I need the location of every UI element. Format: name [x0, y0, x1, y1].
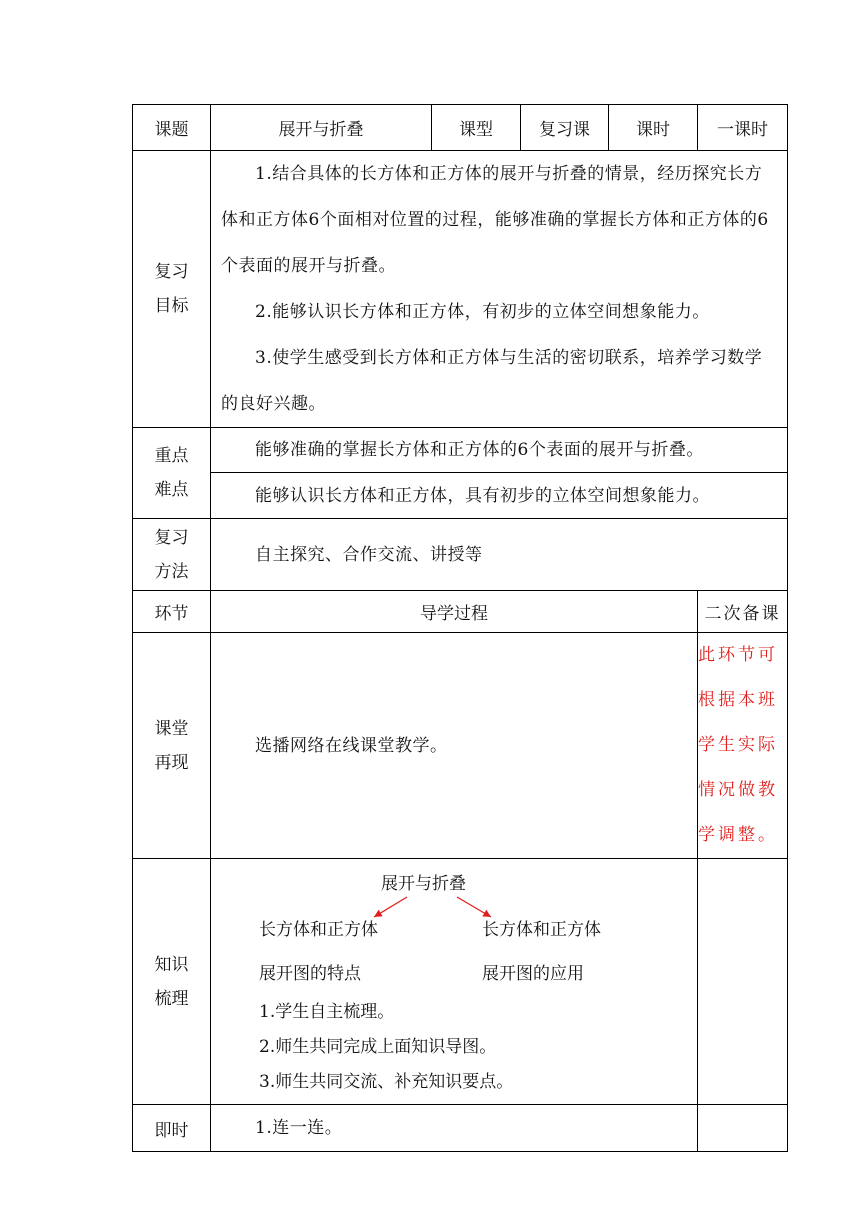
stage-column-header: 环节 — [133, 591, 211, 633]
hours-label: 课时 — [609, 105, 698, 151]
notes-column-header: 二次备课 — [698, 591, 788, 633]
knowledge-step-1: 1.学生自主梳理。 — [259, 1002, 395, 1022]
type-label: 课型 — [432, 105, 521, 151]
mind-map-right-line2: 展开图的应用 — [482, 964, 584, 984]
practice-label: 即时 — [133, 1105, 211, 1152]
goal-item-3: 3.使学生感受到长方体和正方体与生活的密切联系，培养学习数学的良好兴趣。 — [221, 348, 763, 414]
knowledge-step-2: 2.师生共同完成上面知识导图。 — [259, 1037, 497, 1057]
mind-map — [211, 859, 697, 984]
mind-map-root: 展开与折叠 — [381, 874, 466, 894]
knowledge-label: 知识 梳理 — [133, 859, 211, 1105]
topic-label: 课题 — [133, 105, 211, 151]
lesson-plan-table — [132, 104, 788, 1152]
keypoint-row — [133, 428, 788, 473]
knowledge-step-3: 3.师生共同交流、补充知识要点。 — [259, 1072, 514, 1092]
type-value: 复习课 — [521, 105, 609, 151]
goals-content — [211, 151, 788, 428]
review-row — [133, 633, 788, 859]
review-process: 选播网络在线课堂教学。 — [211, 633, 698, 859]
mind-map-arrows — [211, 859, 663, 965]
topic-value: 展开与折叠 — [211, 105, 432, 151]
mind-map-left-line2: 展开图的特点 — [259, 964, 361, 984]
process-column-header: 导学过程 — [211, 591, 698, 633]
practice-content: 1.连一连。 — [211, 1105, 698, 1152]
review-label: 课堂 再现 — [133, 633, 211, 859]
mind-map-left-line1: 长方体和正方体 — [259, 920, 378, 940]
goals-label: 复习 目标 — [133, 151, 211, 428]
method-label: 复习 方法 — [133, 519, 211, 591]
practice-row — [133, 1105, 788, 1152]
keypoint-value: 能够准确的掌握长方体和正方体的6个表面的展开与折叠。 — [211, 428, 788, 473]
goal-item-1: 1.结合具体的长方体和正方体的展开与折叠的情景，经历探究长方体和正方体6个面相对位置的过程，能够准确的掌握长方体和正方体的6个表面的展开与折叠。 — [221, 164, 769, 276]
difficulty-value: 能够认识长方体和正方体，具有初步的立体空间想象能力。 — [211, 473, 788, 519]
hours-value: 一课时 — [698, 105, 788, 151]
header-row — [133, 105, 788, 151]
column-header-row — [133, 591, 788, 633]
knowledge-steps — [259, 995, 697, 1100]
mind-map-right-line1: 长方体和正方体 — [482, 920, 601, 940]
knowledge-note — [698, 859, 788, 1105]
right-branch-arrow — [457, 897, 491, 917]
left-branch-arrow — [374, 897, 407, 917]
difficulty-row — [133, 473, 788, 519]
review-note: 此环节可根据本班学生实际情况做教学调整。 — [698, 633, 788, 859]
goal-item-2: 2.能够认识长方体和正方体，有初步的立体空间想象能力。 — [255, 302, 710, 322]
keypoints-label: 重点 难点 — [133, 428, 211, 519]
method-row — [133, 519, 788, 591]
knowledge-row — [133, 859, 788, 1105]
knowledge-content — [211, 859, 698, 1105]
practice-note — [698, 1105, 788, 1152]
method-value: 自主探究、合作交流、讲授等 — [211, 519, 788, 591]
goals-row — [133, 151, 788, 428]
